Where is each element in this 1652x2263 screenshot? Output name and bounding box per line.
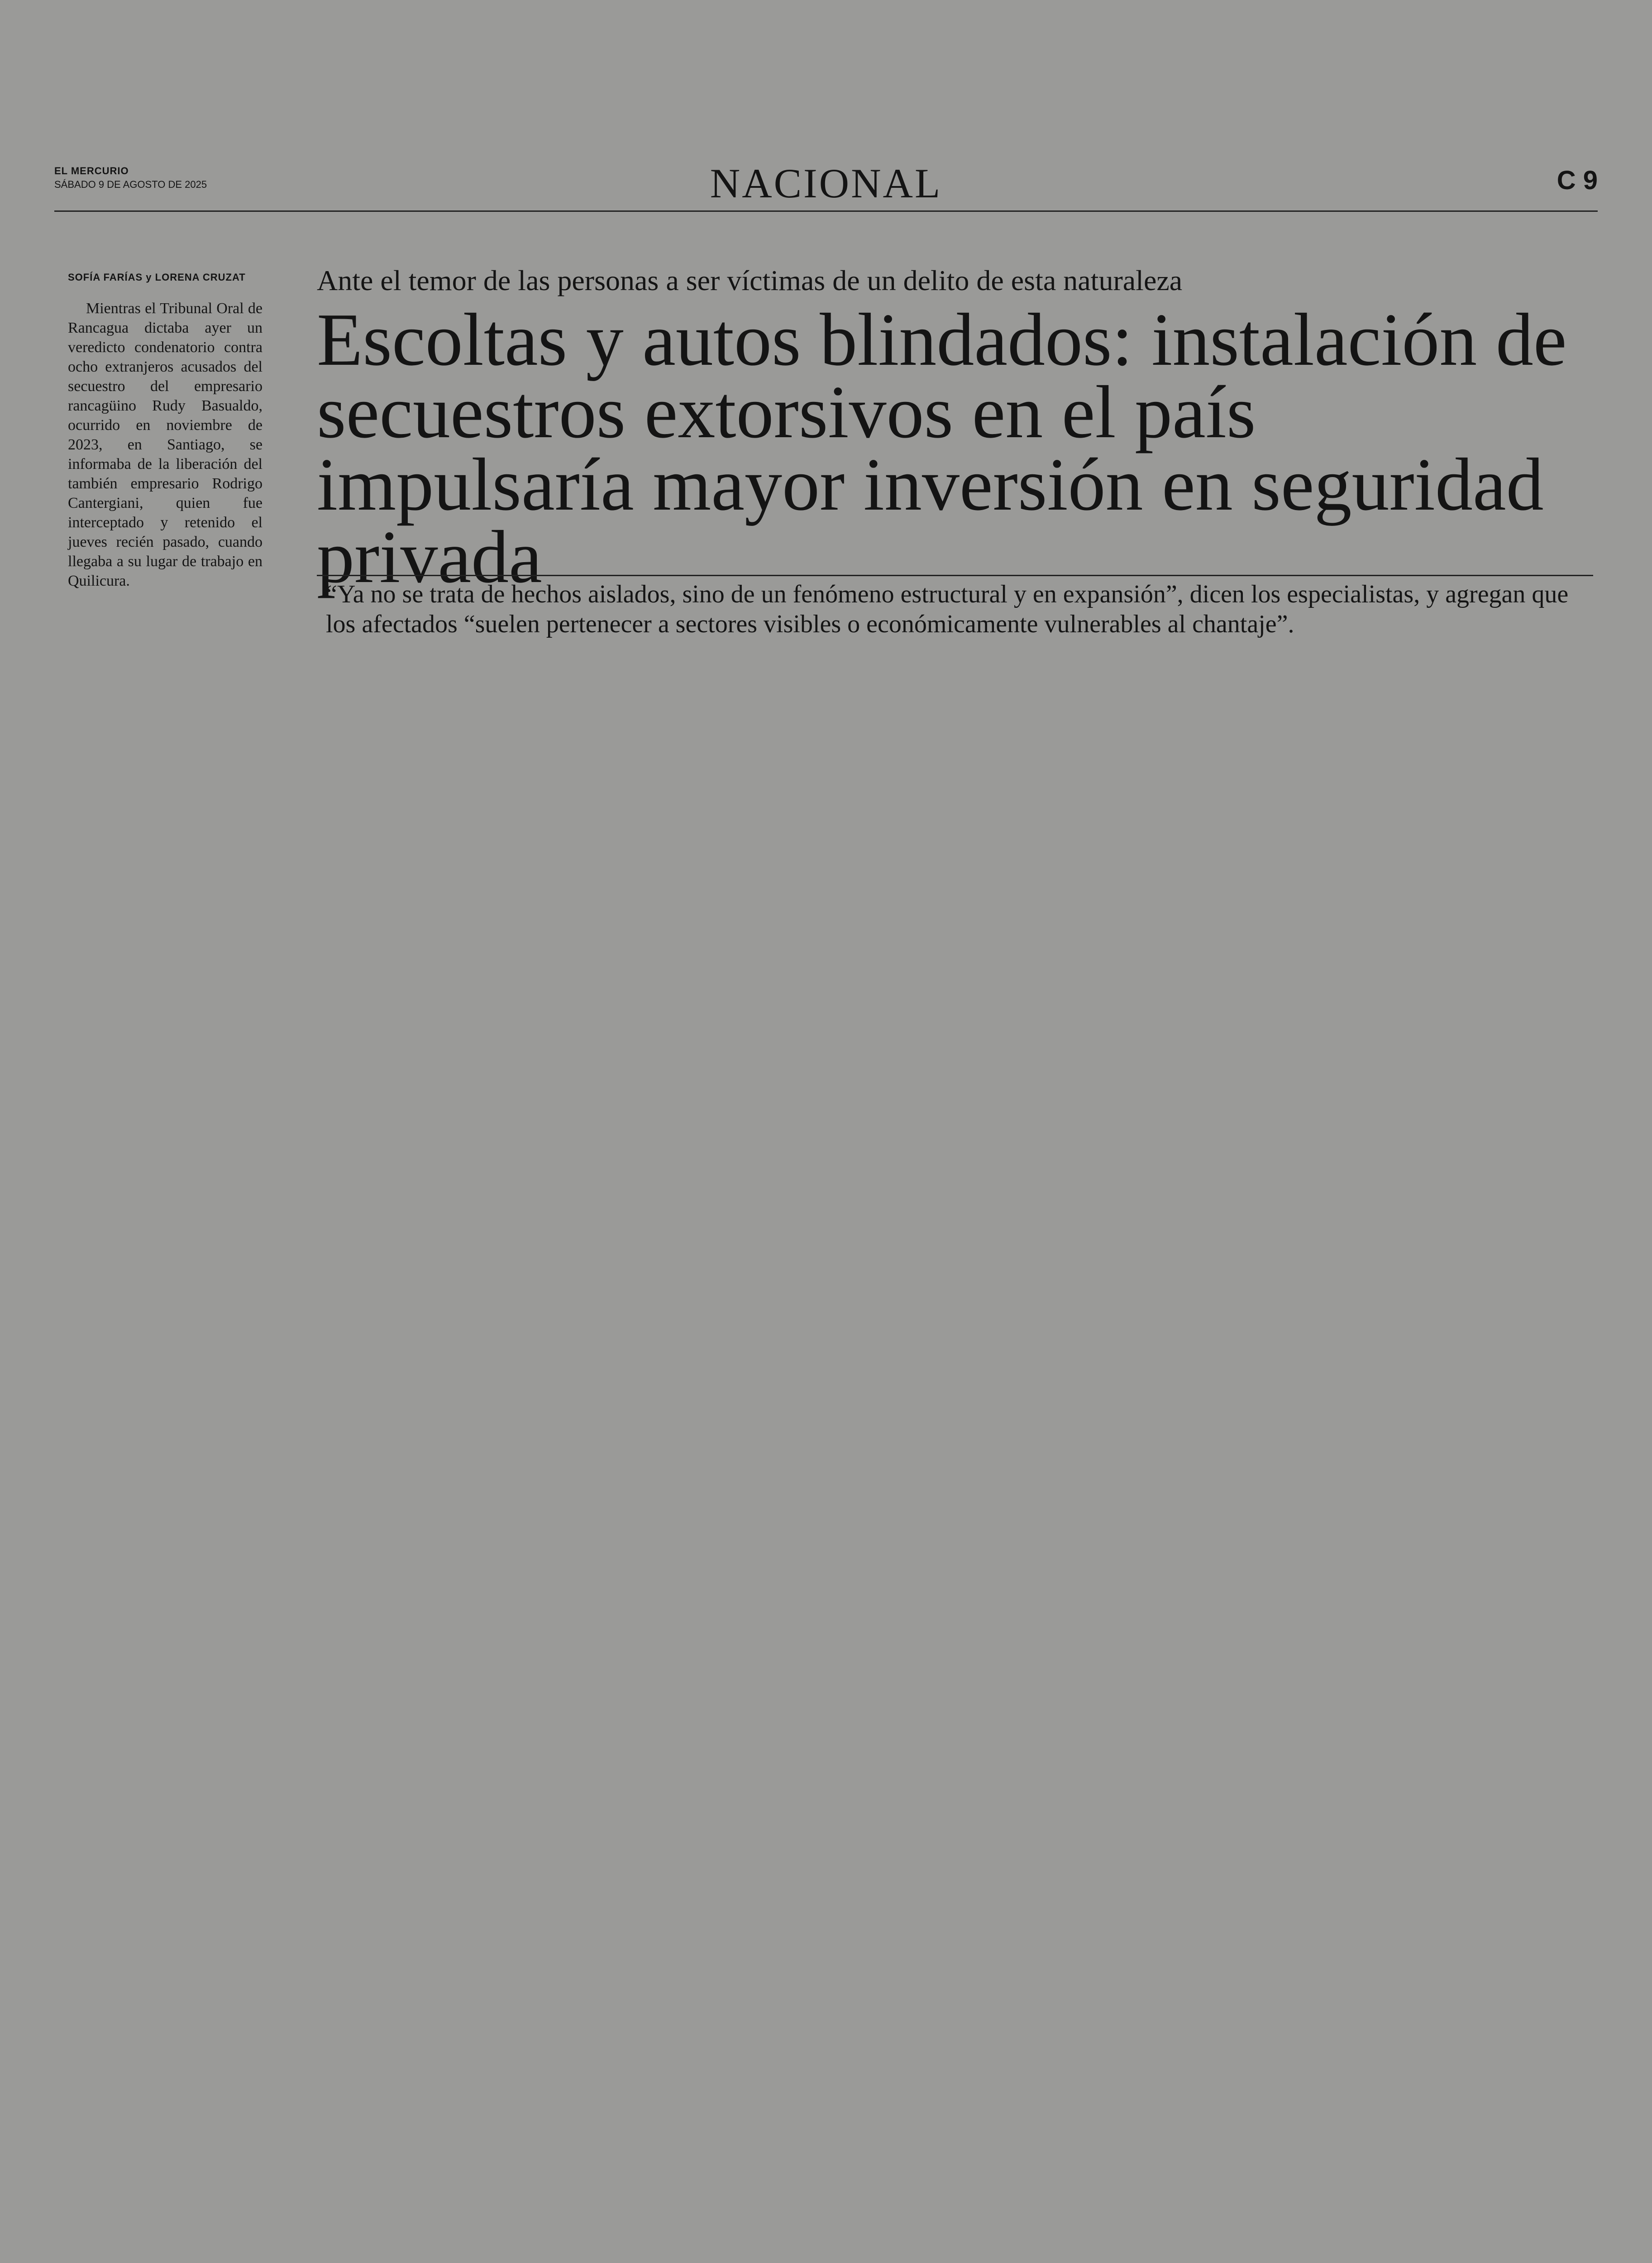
paper-date: SÁBADO 9 DE AGOSTO DE 2025 xyxy=(54,179,207,190)
lead-byline: SOFÍA FARÍAS y LORENA CRUZAT xyxy=(68,272,246,283)
lead-headline: Escoltas y autos blindados: instalación de secuestros extorsivos en el país impulsaría mayor inversión en seguridad privada xyxy=(317,298,1567,598)
lead-paragraph: Mientras el Tribunal Oral de Rancagua dictaba ayer un veredicto condenatorio contra ocho extranjeros acusados del secuestro del empresario rancagüino Rudy Basualdo, ocurrido en noviembre de 2023, en Santiago, se informaba de la liberación del también empresario Rodrigo Cantergiani, quien fue interceptado y retenido el jueves recién pasado, cuando llegaba a su lugar de trabajo en Quilicura. xyxy=(68,300,263,589)
paper-name: EL MERCURIO xyxy=(54,165,129,177)
masthead xyxy=(54,161,1598,212)
page-number: C 9 xyxy=(1557,166,1598,195)
lead-kicker: Ante el temor de las personas a ser víctimas de un delito de esta naturaleza xyxy=(317,264,1183,296)
headline-rule xyxy=(317,575,1593,576)
lead-deck: “Ya no se trata de hechos aislados, sino de un fenómeno estructural y en expansión”, dicen los especialistas, y agregan que los afectados “suelen pertenecer a sectores visibles o económicamente vulnerables al chantaje”. xyxy=(326,580,1569,638)
lead-body-column xyxy=(68,299,263,591)
section-name: NACIONAL xyxy=(710,160,942,206)
